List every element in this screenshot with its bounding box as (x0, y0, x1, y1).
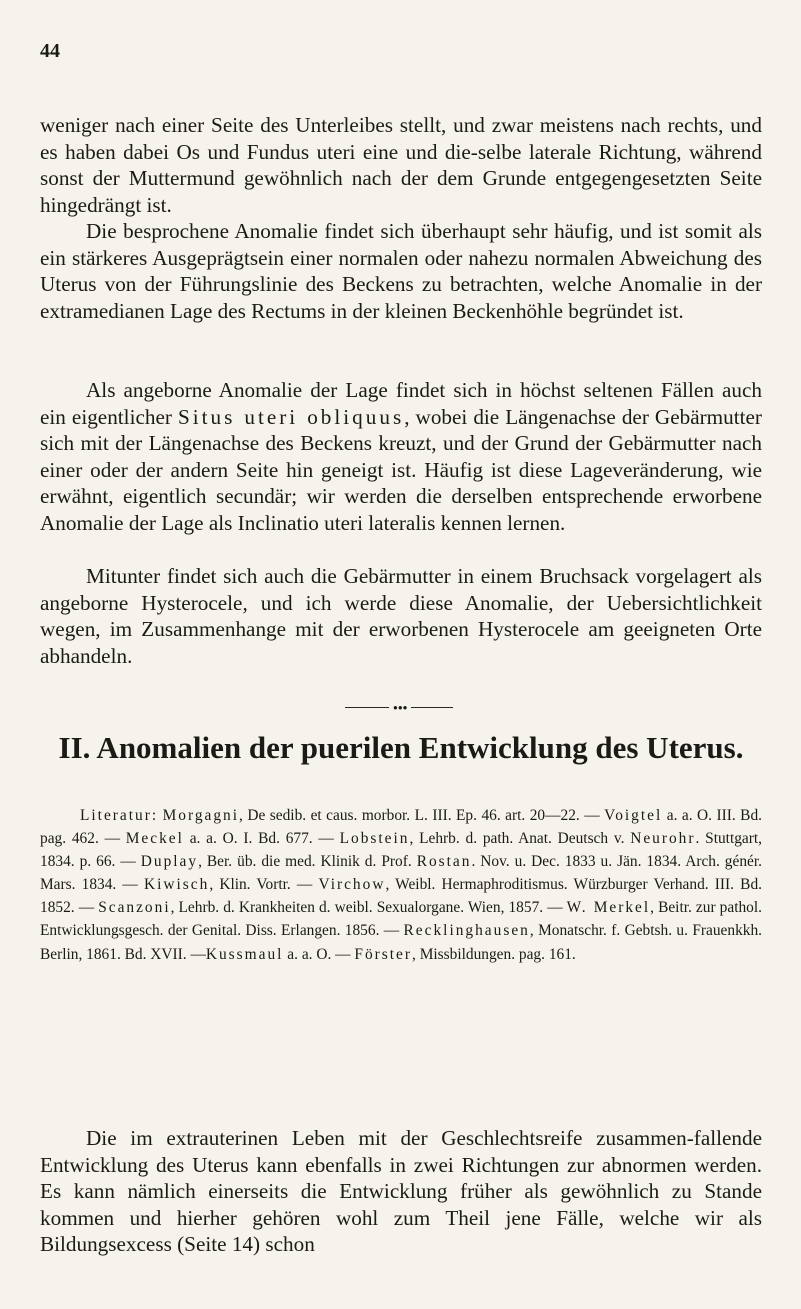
reference-citation: a. a. O. — (283, 945, 355, 963)
paragraph-text: Als angeborne Anomalie der Lage findet sich in höchst seltenen Fällen auch ein eigentlicher (40, 378, 762, 429)
reference-author: Morgagni (162, 807, 240, 824)
reference-author: Förster (354, 945, 413, 963)
reference-citation: , Weibl. Hermaphroditismus. Würzburger Verhand. III. Bd. 1852. — (40, 876, 762, 917)
reference-author: Voigtel (604, 807, 663, 824)
reference-citation: , Monatschr. f. Gebtsh. u. Frauenkkh. Berlin, 1861. Bd. XVII. — (40, 922, 763, 963)
paragraph-situs-obliquus (40, 377, 762, 537)
reference-citation: , Lehrb. d. path. Anat. Deutsch v. (409, 830, 631, 848)
reference-citation: , Ber. üb. die med. Klinik d. Prof. (198, 853, 417, 871)
reference-author: Duplay (140, 853, 199, 871)
section-heading: II. Anomalien der puerilen Entwicklung des Uterus. (58, 730, 744, 765)
reference-citation: a. a. O. III. Bd. pag. 462. — (40, 807, 762, 848)
literature-references (40, 804, 762, 966)
reference-citation: , Missbildungen. pag. 161. (412, 945, 576, 963)
reference-citation: . Nov. u. Dec. 1833 u. Jän. 1834. Arch. génér. Mars. 1834. — (40, 853, 762, 894)
reference-author: Virchow (318, 876, 386, 894)
paragraph-hysterocele: Mitunter findet sich auch die Gebärmutter in einem Bruchsack vorgelagert als angeborne Hysterocele, und ich werde diese Anomalie, der Uebersichtlichkeit wegen, im Zusammenhange mit der erworbenen Hysterocele am geeigneten Orte abhandeln. (40, 564, 762, 668)
reference-author: Meckel (125, 830, 184, 848)
paragraph-pubertal-development: Die im extrauterinen Leben mit der Geschlechtsreife zusammen-fallende Entwicklung des Uterus kann ebenfalls in zwei Richtungen zur abnormen werden. Es kann nämlich einerseits die Entwicklung früher als gewöhnlich zu Stande kommen und hierher gehören wohl zum Theil jene Fälle, welche wir als Bildungsexcess (Seite 14) schon (40, 1126, 762, 1257)
reference-author: Rostan (416, 853, 472, 871)
reference-citation: , Klin. Vortr. — (209, 876, 319, 894)
reference-author: Kussmaul (205, 945, 284, 963)
reference-citation: , Lehrb. d. Krankheiten d. weibl. Sexualorgane. Wien, 1857. — (170, 899, 567, 917)
reference-author: Kiwisch (144, 876, 210, 894)
paragraph-text: , wobei die Längenachse der Gebärmutter sich mit der Längenachse des Beckens kreuzt, und der Grund der Gebärmutter nach einer oder der andern Seite hin geneigt ist. Häufig ist diese Lageveränderung, wie erwähnt, eigentlich secundär; wir werden die derselben entsprechende erworbene Anomalie der Lage als Inclinatio uteri lateralis kennen lernen. (40, 404, 762, 535)
reference-citation: , Beitr. zur pathol. Entwicklungsgesch. der Genital. Diss. Erlangen. 1856. — (40, 899, 762, 940)
paragraph-lateral-direction: weniger nach einer Seite des Unterleibes stellt, und zwar meistens nach rechts, und es haben dabei Os und Fundus uteri eine und die-selbe laterale Richtung, während sonst der Muttermund gewöhnlich nach der dem Grunde entgegengesetzten Seite hingedrängt ist. (40, 113, 762, 217)
reference-citation: . Stuttgart, 1834. p. 66. — (40, 830, 762, 871)
reference-author: W. Merkel (566, 899, 651, 917)
reference-citation: , De sedib. et caus. morbor. L. III. Ep. 46. art. 20—22. — (239, 807, 605, 824)
paragraph-anomaly-frequency: Die besprochene Anomalie findet sich überhaupt sehr häufig, und ist somit als ein stärkeres Ausgeprägtsein einer normalen oder nahezu normalen Abweichung des Uterus von der Führungslinie des Beckens zu betrachten, welche Anomalie in der extramedianen Lage des Rectums in der kleinen Beckenhöhle begründet ist. (40, 219, 762, 323)
section-divider-ornament: ●●● (345, 703, 453, 713)
literature-label: Literatur: (80, 807, 159, 824)
reference-author: Recklinghausen (403, 922, 530, 940)
emphasized-term: Situs uteri obliquus (177, 404, 405, 429)
page-number: 44 (40, 40, 60, 62)
reference-citation: a. a. O. I. Bd. 677. — (183, 830, 340, 848)
reference-author: Neurohr (630, 830, 696, 848)
reference-author: Lobstein (339, 830, 410, 848)
reference-author: Scanzoni (98, 899, 171, 917)
